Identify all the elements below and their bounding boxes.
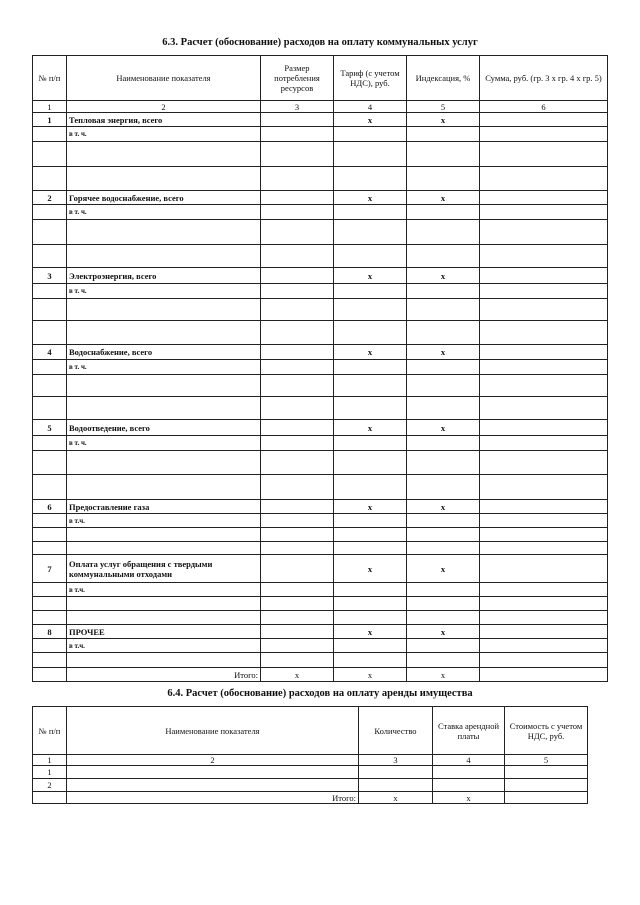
blank-row xyxy=(33,611,608,625)
empty-cell xyxy=(67,611,261,625)
empty-cell xyxy=(505,792,588,804)
empty-cell xyxy=(33,639,67,653)
indexation-cell: x xyxy=(407,268,480,284)
consumption-cell xyxy=(261,191,334,205)
empty-cell xyxy=(261,597,334,611)
empty-cell xyxy=(261,167,334,191)
empty-cell xyxy=(407,436,480,451)
section-name: Горячее водоснабжение, всего xyxy=(67,191,261,205)
blank-row xyxy=(33,245,608,268)
empty-cell xyxy=(67,653,261,668)
empty-cell xyxy=(33,205,67,220)
section-row xyxy=(33,268,608,284)
consumption-cell xyxy=(261,268,334,284)
blank-row xyxy=(33,397,608,420)
header-rent-rate: Ставка арендной платы xyxy=(433,707,505,755)
tariff-cell: x xyxy=(334,113,407,127)
empty-cell xyxy=(505,779,588,792)
subsection-row xyxy=(33,514,608,528)
consumption-cell xyxy=(261,420,334,436)
section-row xyxy=(33,625,608,639)
blank-row xyxy=(33,167,608,191)
empty-cell xyxy=(334,451,407,475)
blank-row xyxy=(33,653,608,668)
tariff-cell: x xyxy=(334,500,407,514)
consumption-cell xyxy=(261,555,334,583)
blank-row xyxy=(33,597,608,611)
subsection-row xyxy=(33,639,608,653)
empty-cell xyxy=(480,245,608,268)
subsection-row xyxy=(33,205,608,220)
sum-cell xyxy=(480,625,608,639)
blank-row xyxy=(33,542,608,555)
empty-cell xyxy=(261,245,334,268)
empty-cell xyxy=(334,597,407,611)
empty-cell xyxy=(33,360,67,375)
empty-cell xyxy=(407,597,480,611)
empty-cell xyxy=(33,792,67,804)
indexation-cell: x xyxy=(407,345,480,360)
empty-cell xyxy=(261,299,334,321)
empty-cell xyxy=(407,639,480,653)
header-consumption: Размер потребления ресурсов xyxy=(261,56,334,101)
empty-cell xyxy=(334,360,407,375)
total-row xyxy=(33,792,588,804)
blank-row xyxy=(33,299,608,321)
consumption-cell xyxy=(261,500,334,514)
empty-cell xyxy=(480,205,608,220)
empty-cell xyxy=(480,167,608,191)
empty-cell xyxy=(480,653,608,668)
empty-cell xyxy=(261,451,334,475)
total-row xyxy=(33,668,608,682)
row-number: 1 xyxy=(33,766,67,779)
total-tariff: x xyxy=(334,668,407,682)
empty-cell xyxy=(67,779,359,792)
empty-cell xyxy=(334,528,407,542)
empty-cell xyxy=(407,397,480,420)
empty-cell xyxy=(433,766,505,779)
empty-cell xyxy=(334,321,407,345)
empty-cell xyxy=(33,542,67,555)
subsection-label: в т. ч. xyxy=(67,127,261,142)
empty-cell xyxy=(334,245,407,268)
indexation-cell: x xyxy=(407,555,480,583)
section-name: Водоотведение, всего xyxy=(67,420,261,436)
empty-cell xyxy=(334,299,407,321)
row-number: 4 xyxy=(33,345,67,360)
subsection-label: в т. ч. xyxy=(67,436,261,451)
empty-cell xyxy=(480,611,608,625)
tariff-cell: x xyxy=(334,191,407,205)
indexation-cell: x xyxy=(407,113,480,127)
sum-cell xyxy=(480,268,608,284)
tariff-cell: x xyxy=(334,420,407,436)
empty-cell xyxy=(33,611,67,625)
sum-cell xyxy=(480,191,608,205)
blank-row xyxy=(33,528,608,542)
blank-row xyxy=(33,220,608,245)
section-name: Оплата услуг обращения с твердыми коммунальными отходами xyxy=(67,555,261,583)
empty-cell xyxy=(261,397,334,420)
column-number: 3 xyxy=(359,755,433,766)
empty-cell xyxy=(67,528,261,542)
table-row xyxy=(33,766,588,779)
empty-cell xyxy=(480,127,608,142)
sum-cell xyxy=(480,345,608,360)
blank-row xyxy=(33,375,608,397)
empty-cell xyxy=(480,436,608,451)
header-sum: Сумма, руб. (гр. 3 х гр. 4 х гр. 5) xyxy=(480,56,608,101)
section-name: Тепловая энергия, всего xyxy=(67,113,261,127)
empty-cell xyxy=(407,321,480,345)
empty-cell xyxy=(33,321,67,345)
empty-cell xyxy=(359,766,433,779)
empty-cell xyxy=(480,397,608,420)
empty-cell xyxy=(33,653,67,668)
table-header-row xyxy=(33,707,588,755)
subsection-row xyxy=(33,284,608,299)
empty-cell xyxy=(407,127,480,142)
total-consumption: x xyxy=(261,668,334,682)
empty-cell xyxy=(33,245,67,268)
empty-cell xyxy=(261,436,334,451)
empty-cell xyxy=(261,142,334,167)
empty-cell xyxy=(359,779,433,792)
empty-cell xyxy=(407,583,480,597)
empty-cell xyxy=(407,299,480,321)
row-number: 8 xyxy=(33,625,67,639)
empty-cell xyxy=(67,220,261,245)
empty-cell xyxy=(334,397,407,420)
section-row xyxy=(33,345,608,360)
empty-cell xyxy=(67,766,359,779)
empty-cell xyxy=(407,542,480,555)
empty-cell xyxy=(480,528,608,542)
empty-cell xyxy=(33,514,67,528)
empty-cell xyxy=(33,167,67,191)
indexation-cell: x xyxy=(407,500,480,514)
row-number: 2 xyxy=(33,779,67,792)
section-row xyxy=(33,500,608,514)
tariff-cell: x xyxy=(334,345,407,360)
header-number: № п/п xyxy=(33,707,67,755)
empty-cell xyxy=(261,653,334,668)
header-tariff: Тариф (с учетом НДС), руб. xyxy=(334,56,407,101)
empty-cell xyxy=(407,514,480,528)
subsection-label: в т.ч. xyxy=(67,514,261,528)
empty-cell xyxy=(407,475,480,500)
empty-cell xyxy=(334,542,407,555)
empty-cell xyxy=(334,583,407,597)
column-number: 1 xyxy=(33,101,67,113)
blank-row xyxy=(33,451,608,475)
empty-cell xyxy=(67,451,261,475)
empty-cell xyxy=(334,142,407,167)
column-number: 5 xyxy=(505,755,588,766)
rent-table-title: 6.4. Расчет (обоснование) расходов на оплату аренды имущества xyxy=(167,688,473,699)
empty-cell xyxy=(67,167,261,191)
empty-cell xyxy=(261,528,334,542)
empty-cell xyxy=(480,321,608,345)
empty-cell xyxy=(505,766,588,779)
empty-cell xyxy=(407,284,480,299)
empty-cell xyxy=(407,142,480,167)
empty-cell xyxy=(334,375,407,397)
empty-cell xyxy=(334,653,407,668)
sum-cell xyxy=(480,555,608,583)
empty-cell xyxy=(480,668,608,682)
empty-cell xyxy=(261,542,334,555)
empty-cell xyxy=(67,542,261,555)
empty-cell xyxy=(33,451,67,475)
empty-cell xyxy=(334,514,407,528)
header-indicator-name: Наименование показателя xyxy=(67,56,261,101)
empty-cell xyxy=(407,375,480,397)
header-indexation: Индексация, % xyxy=(407,56,480,101)
empty-cell xyxy=(407,451,480,475)
column-number: 5 xyxy=(407,101,480,113)
empty-cell xyxy=(67,321,261,345)
column-number: 3 xyxy=(261,101,334,113)
sum-cell xyxy=(480,500,608,514)
total-rate: x xyxy=(433,792,505,804)
section-row xyxy=(33,113,608,127)
column-number: 1 xyxy=(33,755,67,766)
tariff-cell: x xyxy=(334,625,407,639)
empty-cell xyxy=(33,284,67,299)
empty-cell xyxy=(261,611,334,625)
section-name: Предоставление газа xyxy=(67,500,261,514)
empty-cell xyxy=(33,475,67,500)
empty-cell xyxy=(407,220,480,245)
empty-cell xyxy=(67,245,261,268)
empty-cell xyxy=(67,375,261,397)
empty-cell xyxy=(407,245,480,268)
empty-cell xyxy=(480,299,608,321)
empty-cell xyxy=(261,475,334,500)
empty-cell xyxy=(33,299,67,321)
table-row xyxy=(33,779,588,792)
empty-cell xyxy=(480,542,608,555)
empty-cell xyxy=(33,220,67,245)
row-number: 2 xyxy=(33,191,67,205)
row-number: 3 xyxy=(33,268,67,284)
empty-cell xyxy=(480,142,608,167)
subsection-label: в т.ч. xyxy=(67,639,261,653)
empty-cell xyxy=(67,597,261,611)
empty-cell xyxy=(67,475,261,500)
blank-row xyxy=(33,321,608,345)
section-name: Водоснабжение, всего xyxy=(67,345,261,360)
empty-cell xyxy=(407,528,480,542)
subsection-label: в т. ч. xyxy=(67,205,261,220)
sum-cell xyxy=(480,113,608,127)
empty-cell xyxy=(261,205,334,220)
utilities-expenses-table xyxy=(32,55,608,682)
subsection-row xyxy=(33,360,608,375)
header-quantity: Количество xyxy=(359,707,433,755)
consumption-cell xyxy=(261,625,334,639)
empty-cell xyxy=(407,611,480,625)
total-label: Итого: xyxy=(67,668,261,682)
empty-cell xyxy=(261,375,334,397)
section-row xyxy=(33,191,608,205)
empty-cell xyxy=(407,205,480,220)
empty-cell xyxy=(261,321,334,345)
column-numbers-row xyxy=(33,755,588,766)
consumption-cell xyxy=(261,113,334,127)
empty-cell xyxy=(261,583,334,597)
row-number: 5 xyxy=(33,420,67,436)
empty-cell xyxy=(407,167,480,191)
subsection-label: в т. ч. xyxy=(67,360,261,375)
empty-cell xyxy=(261,127,334,142)
rent-expenses-table xyxy=(32,706,588,804)
empty-cell xyxy=(334,167,407,191)
section-row xyxy=(33,555,608,583)
empty-cell xyxy=(33,375,67,397)
subsection-row xyxy=(33,436,608,451)
empty-cell xyxy=(480,583,608,597)
empty-cell xyxy=(480,639,608,653)
empty-cell xyxy=(480,475,608,500)
total-quantity: x xyxy=(359,792,433,804)
empty-cell xyxy=(261,220,334,245)
header-number: № п/п xyxy=(33,56,67,101)
empty-cell xyxy=(261,360,334,375)
empty-cell xyxy=(261,639,334,653)
indexation-cell: x xyxy=(407,420,480,436)
column-number: 2 xyxy=(67,101,261,113)
row-number: 7 xyxy=(33,555,67,583)
tariff-cell: x xyxy=(334,268,407,284)
subsection-row xyxy=(33,127,608,142)
empty-cell xyxy=(334,205,407,220)
empty-cell xyxy=(433,779,505,792)
sum-cell xyxy=(480,420,608,436)
empty-cell xyxy=(33,127,67,142)
empty-cell xyxy=(67,299,261,321)
empty-cell xyxy=(480,284,608,299)
empty-cell xyxy=(334,436,407,451)
utilities-table-title: 6.3. Расчет (обоснование) расходов на оплату коммунальных услуг xyxy=(162,37,478,48)
row-number: 1 xyxy=(33,113,67,127)
empty-cell xyxy=(407,360,480,375)
empty-cell xyxy=(334,475,407,500)
indexation-cell: x xyxy=(407,191,480,205)
section-name: Электроэнергия, всего xyxy=(67,268,261,284)
empty-cell xyxy=(261,514,334,528)
empty-cell xyxy=(480,360,608,375)
subsection-label: в т. ч. xyxy=(67,284,261,299)
empty-cell xyxy=(480,514,608,528)
empty-cell xyxy=(480,220,608,245)
section-name: ПРОЧЕЕ xyxy=(67,625,261,639)
empty-cell xyxy=(67,142,261,167)
table-header-row xyxy=(33,56,608,101)
tariff-cell: x xyxy=(334,555,407,583)
empty-cell xyxy=(480,597,608,611)
column-number: 4 xyxy=(334,101,407,113)
empty-cell xyxy=(67,397,261,420)
column-number: 2 xyxy=(67,755,359,766)
empty-cell xyxy=(480,451,608,475)
column-numbers-row xyxy=(33,101,608,113)
row-number: 6 xyxy=(33,500,67,514)
empty-cell xyxy=(33,142,67,167)
blank-row xyxy=(33,475,608,500)
header-indicator-name: Наименование показателя xyxy=(67,707,359,755)
empty-cell xyxy=(480,375,608,397)
empty-cell xyxy=(33,528,67,542)
header-cost: Стоимость с учетом НДС, руб. xyxy=(505,707,588,755)
indexation-cell: x xyxy=(407,625,480,639)
total-label: Итого: xyxy=(67,792,359,804)
blank-row xyxy=(33,142,608,167)
empty-cell xyxy=(33,597,67,611)
subsection-label: в т.ч. xyxy=(67,583,261,597)
empty-cell xyxy=(261,284,334,299)
empty-cell xyxy=(334,611,407,625)
subsection-row xyxy=(33,583,608,597)
column-number: 6 xyxy=(480,101,608,113)
column-number: 4 xyxy=(433,755,505,766)
empty-cell xyxy=(33,436,67,451)
empty-cell xyxy=(407,653,480,668)
empty-cell xyxy=(33,583,67,597)
empty-cell xyxy=(334,220,407,245)
empty-cell xyxy=(33,397,67,420)
consumption-cell xyxy=(261,345,334,360)
empty-cell xyxy=(334,127,407,142)
total-indexation: x xyxy=(407,668,480,682)
empty-cell xyxy=(334,284,407,299)
empty-cell xyxy=(334,639,407,653)
empty-cell xyxy=(33,668,67,682)
section-row xyxy=(33,420,608,436)
